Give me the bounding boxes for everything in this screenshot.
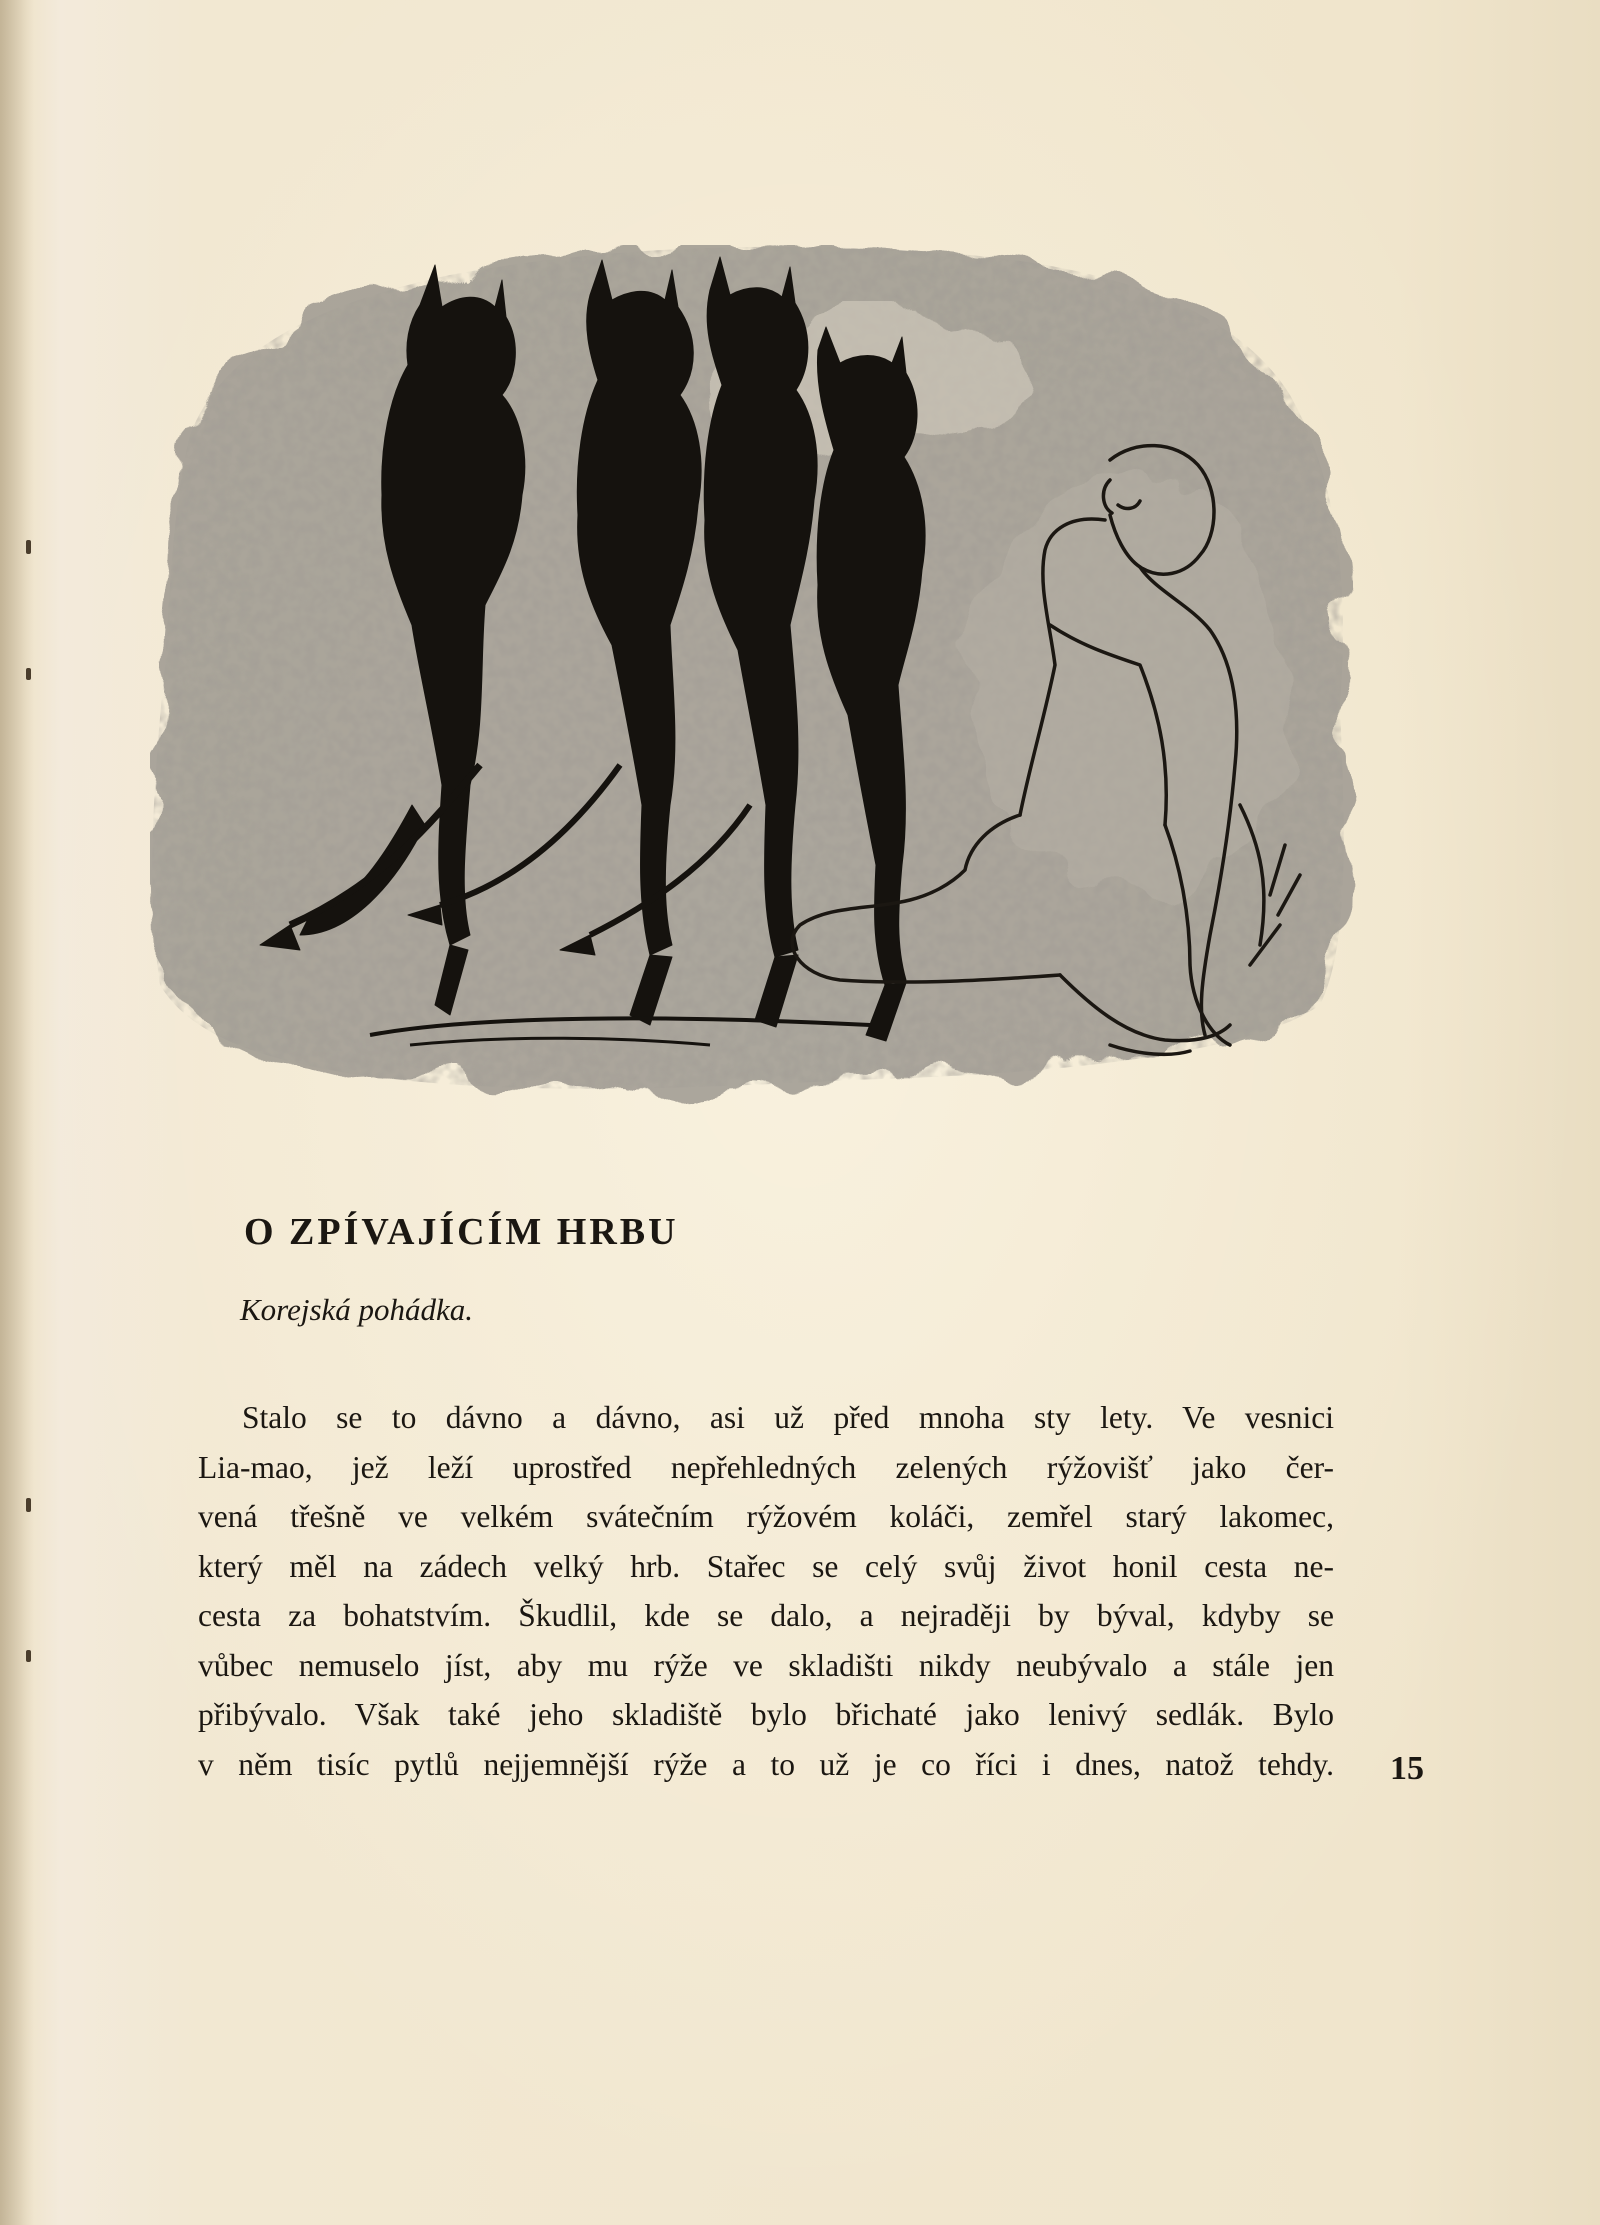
binding-thread-mark (26, 1498, 31, 1512)
text-line: cesta za bohatstvím. Škudlil, kde se dalo, a nejraději by býval, kdyby se (198, 1598, 1334, 1633)
text-line: vená třešně ve velkém svátečním rýžovém koláči, zemřel starý lakomec, (198, 1499, 1334, 1534)
binding-thread-mark (26, 668, 31, 680)
binding-thread-mark (26, 540, 31, 554)
text-line: v něm tisíc pytlů nejjemnější rýže a to už je co říci i dnes, natož tehdy. (198, 1746, 1334, 1782)
text-line: Lia-mao, jež leží uprostřed nepřehledných zelených rýžovišť jako čer- (198, 1449, 1334, 1485)
story-paragraph (198, 1393, 1334, 1789)
page-number: 15 (1390, 1750, 1424, 1787)
binding-thread-mark (26, 1650, 31, 1662)
text-line: který měl na zádech velký hrb. Stařec se celý svůj život honil cesta ne- (198, 1548, 1334, 1584)
story-subtitle: Korejská pohádka. (240, 1292, 474, 1327)
text-line: Stalo se to dávno a dávno, asi už před mnoha sty lety. Ve vesnici (242, 1400, 1334, 1435)
story-title: O ZPÍVAJÍCÍM HRBU (244, 1211, 679, 1253)
gutter-shadow (0, 0, 34, 2225)
illustration-devils-and-old-man (150, 245, 1380, 1115)
text-line: vůbec nemuselo jíst, aby mu rýže ve skladišti nikdy neubývalo a stále jen (198, 1647, 1334, 1683)
text-line: přibývalo. Však také jeho skladiště bylo břichaté jako lenivý sedlák. Bylo (198, 1697, 1334, 1732)
